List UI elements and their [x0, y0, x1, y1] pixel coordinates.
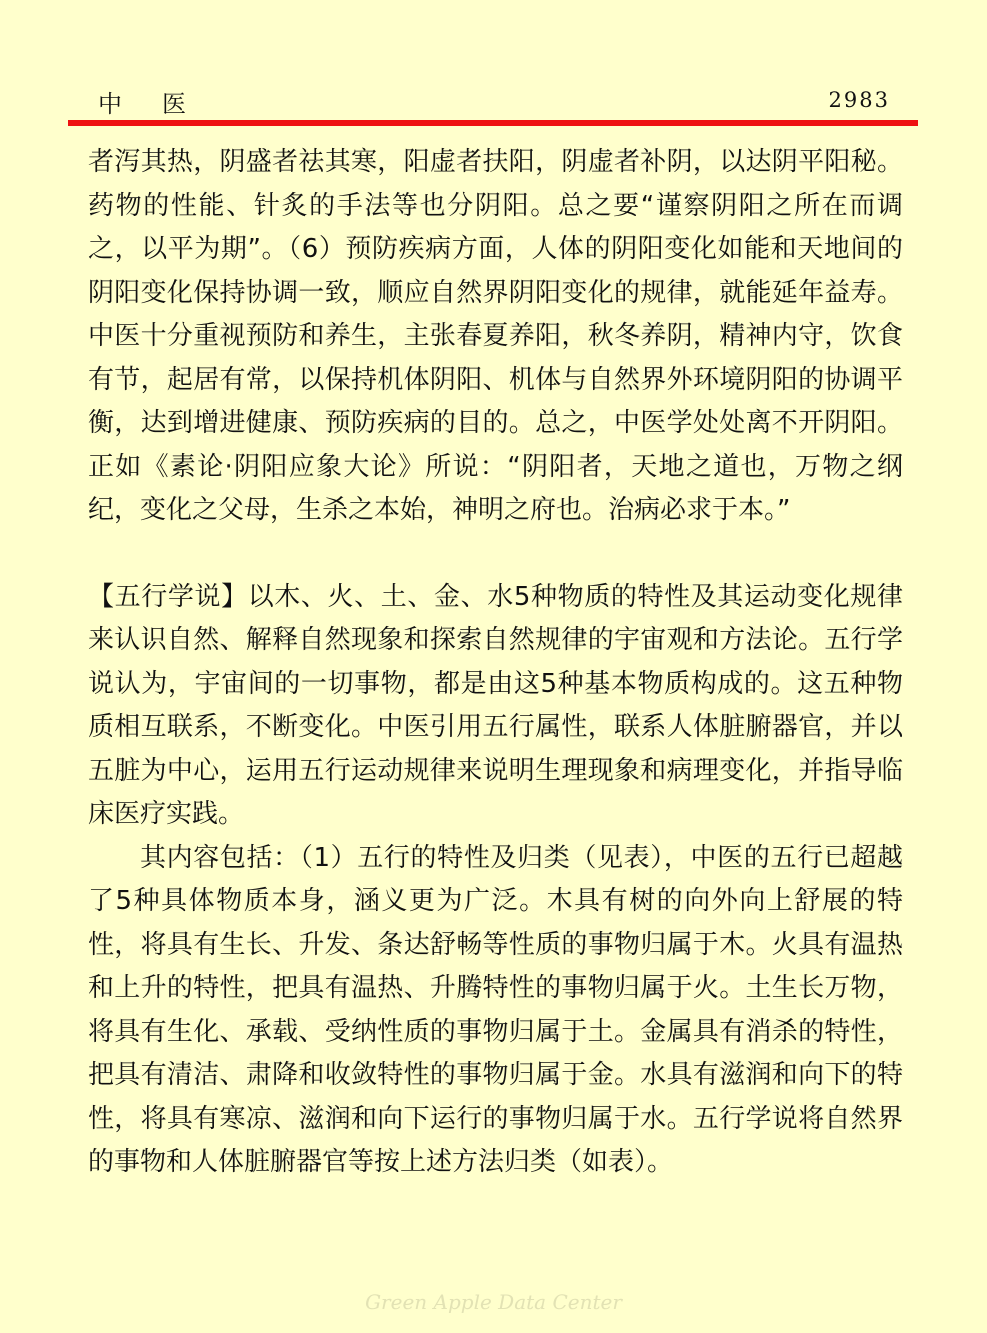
page-header: [68, 84, 918, 116]
page-number: 2983: [828, 88, 890, 112]
header-title: 中医: [98, 90, 226, 118]
header-rule: [68, 120, 918, 126]
paragraph-gap: [88, 533, 903, 576]
paragraph-wuxing-content: 其内容包括：（1）五行的特性及归类（见表），中医的五行已超越了5种具体物质本身，涵义更为广泛。木具有树的向外向上舒展的特性，将具有生长、升发、条达舒畅等性质的事物归属于木。火具有温热和上升的特性，把具有温热、升腾特性的事物归属于火。土生长万物，将具有生化、承载、受纳性质的事物归属于土。金属具有消杀的特性，把具有清洁、肃降和收敛特性的事物归属于金。水具有滋润和向下的特性，将具有寒凉、滋润和向下运行的事物归属于水。五行学说将自然界的事物和人体脏腑器官等按上述方法归类（如表）。: [88, 842, 903, 1177]
body-text: [88, 141, 903, 1185]
watermark: Green Apple Data Center: [365, 1290, 622, 1314]
paragraph-yinyang-continued: 者泻其热，阴盛者祛其寒，阳虚者扶阳，阴虚者补阴，以达阴平阳秘。药物的性能、针炙的手法等也分阴阳。总之要“谨察阴阳之所在而调之，以平为期”。（6）预防疾病方面，人体的阴阳变化如能和天地间的阴阳变化保持协调一致，顺应自然界阴阳变化的规律，就能延年益寿。中医十分重视预防和养生，主张春夏养阳，秋冬养阴，精神内守，饮食有节，起居有常，以保持机体阴阳、机体与自然界外环境阴阳的协调平衡，达到增进健康、预防疾病的目的。总之，中医学处处离不开阴阳。正如《素论·阴阳应象大论》所说：“阴阳者，天地之道也，万物之纲纪，变化之父母，生杀之本始，神明之府也。治病必求于本。”: [88, 147, 903, 525]
paragraph-wuxing-definition: 【五行学说】以木、火、土、金、水5种物质的特性及其运动变化规律来认识自然、解释自然现象和探索自然规律的宇宙观和方法论。五行学说认为，宇宙间的一切事物，都是由这5种基本物质构成的。这五种物质相互联系，不断变化。中医引用五行属性，联系人体脏腑器官，并以五脏为中心，运用五行运动规律来说明生理现象和病理变化，并指导临床医疗实践。: [88, 581, 903, 829]
